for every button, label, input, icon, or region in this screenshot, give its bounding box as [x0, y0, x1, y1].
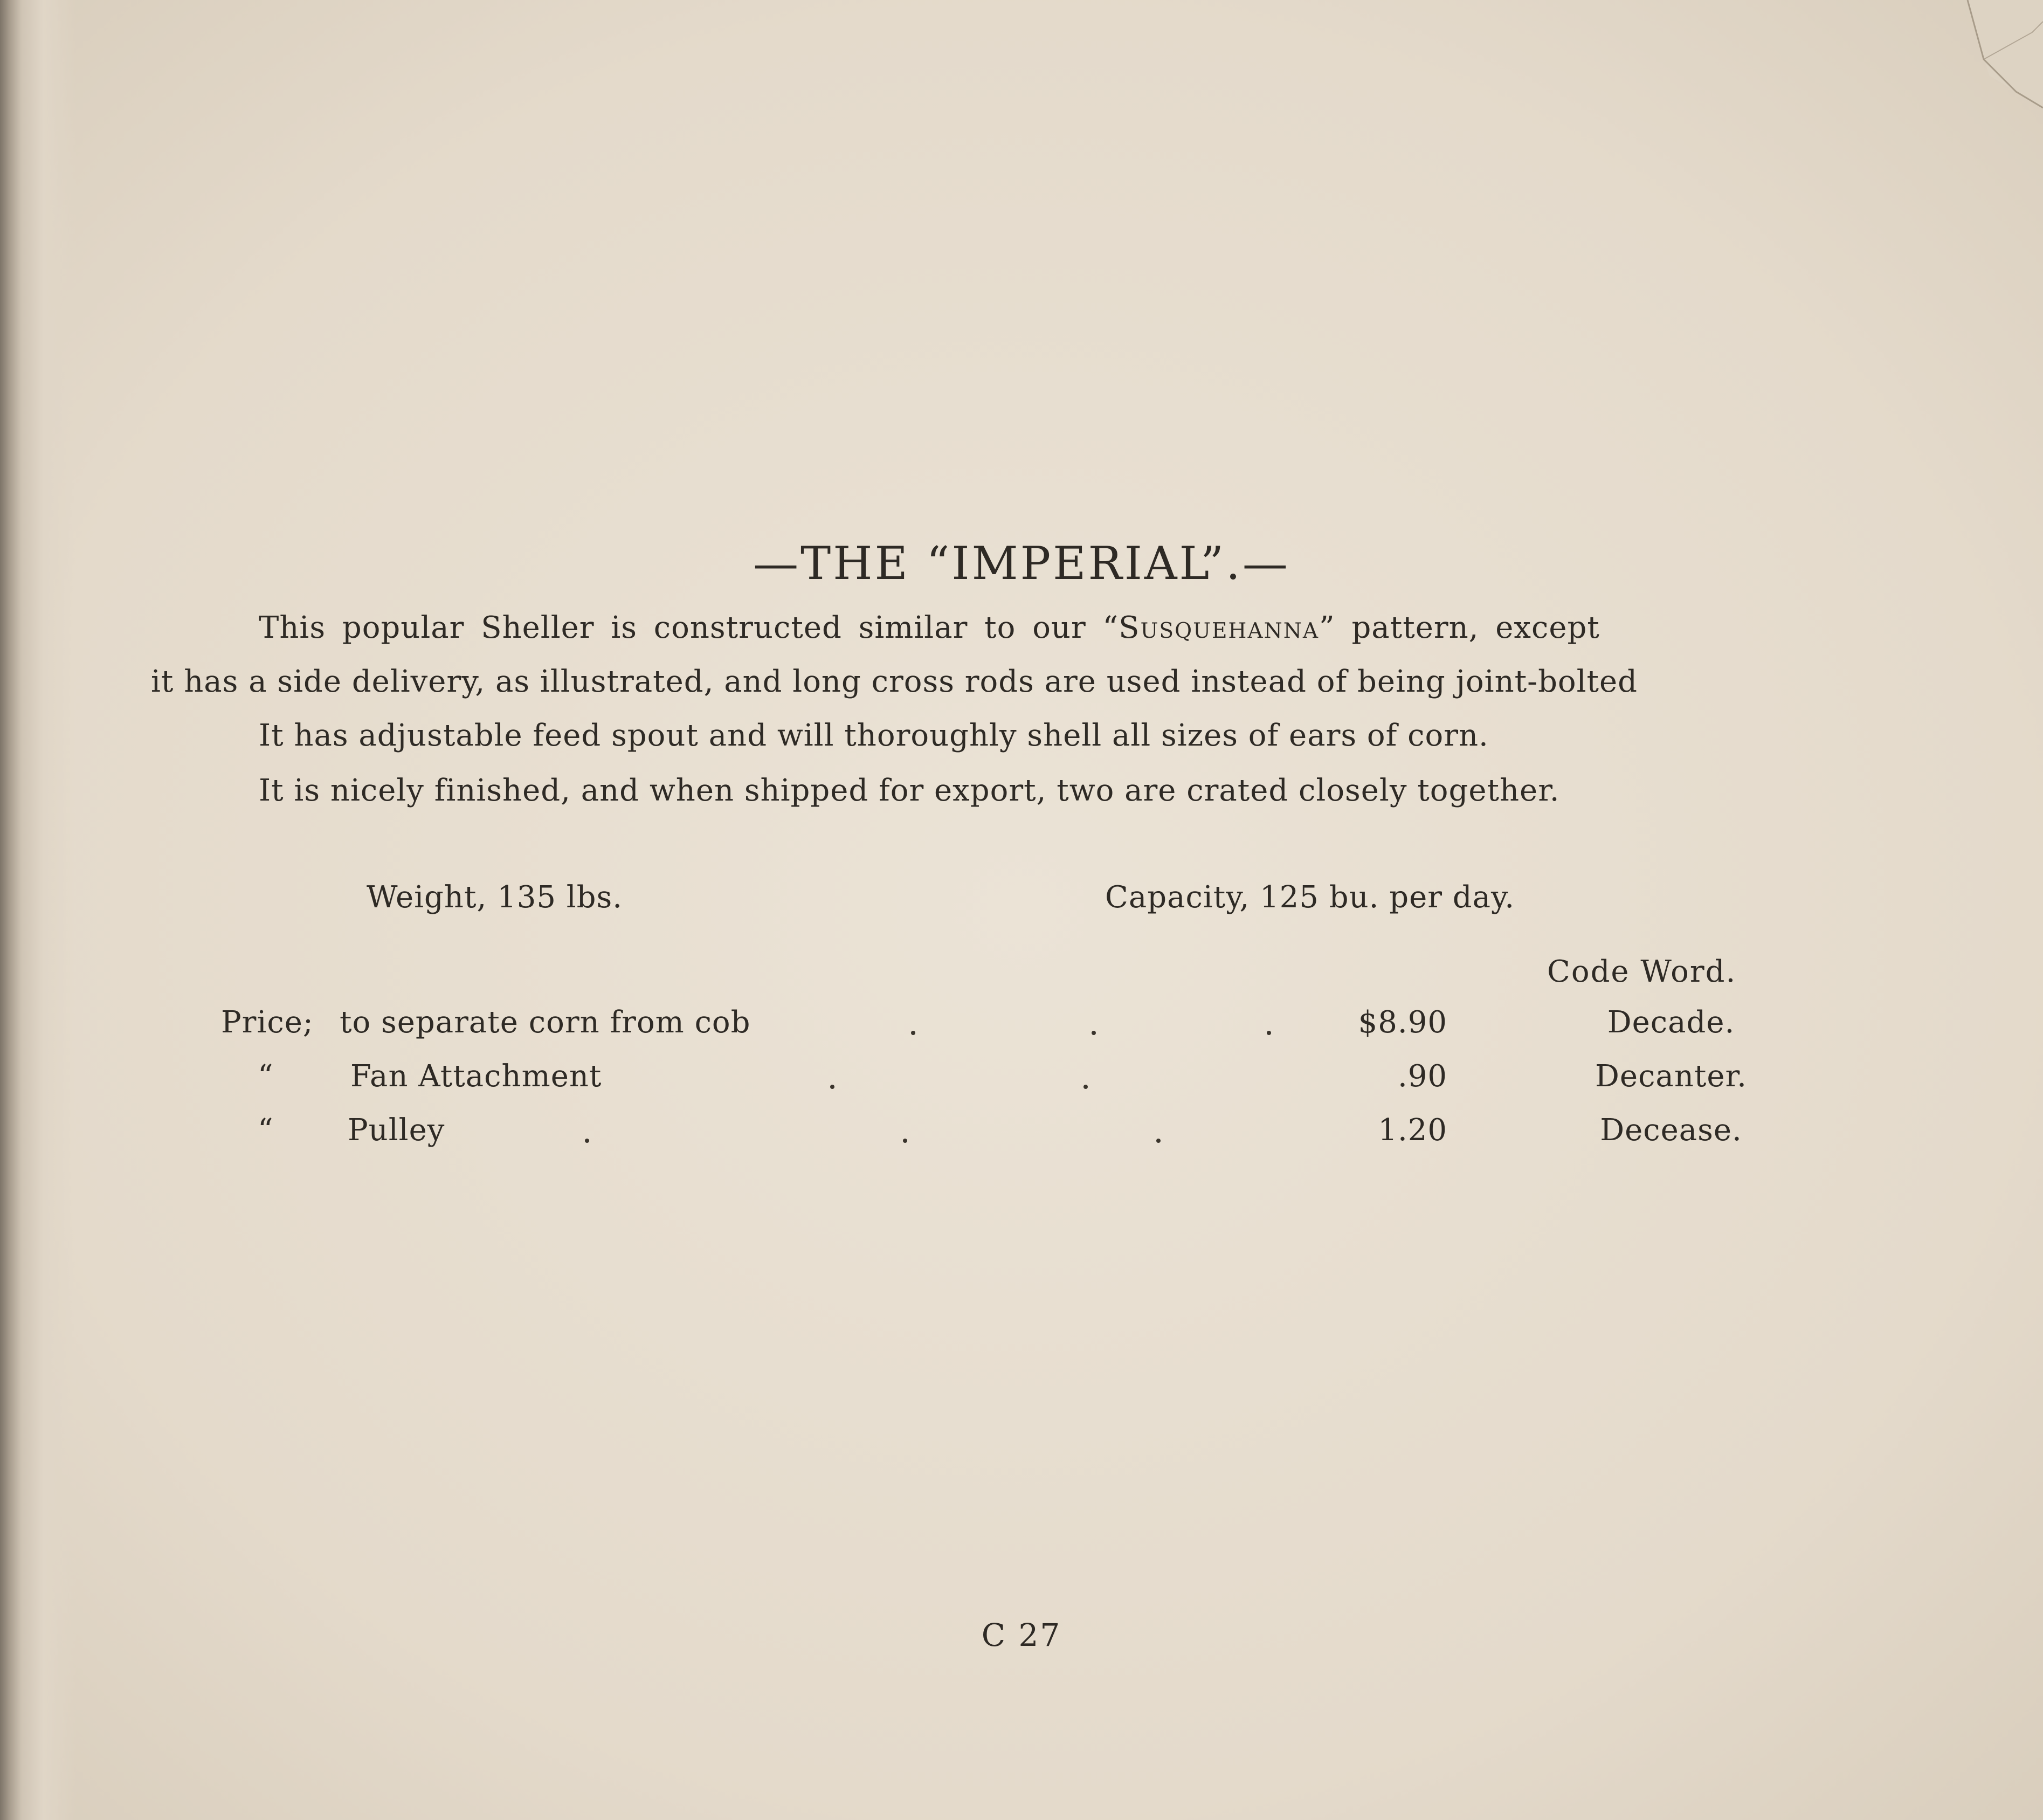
price-row-label: Fan Attachment — [350, 1059, 602, 1094]
price-row — [0, 1058, 2043, 1101]
ditto-mark: “ — [258, 1059, 274, 1094]
leader-dot — [830, 1085, 834, 1089]
page-title: —THE “IMPERIAL”.— — [753, 537, 1290, 590]
code-word-header: Code Word. — [1547, 954, 1737, 989]
price-row-lead: Price; — [221, 1005, 314, 1040]
ditto-mark: “ — [258, 1113, 274, 1148]
page-corner-fold — [1924, 0, 2043, 140]
leader-dot — [585, 1139, 589, 1143]
leader-dot — [1092, 1031, 1096, 1035]
code-word: Decade. — [1607, 1005, 1735, 1040]
leader-dot — [903, 1139, 907, 1143]
leader-dot — [911, 1031, 915, 1035]
price-value: $8.90 — [1358, 1005, 1447, 1040]
page-number: C 27 — [981, 1617, 1062, 1653]
price-row — [0, 1112, 2043, 1155]
description-line-3: It has adjustable feed spout and will thoroughly shell all sizes of ears of corn. — [259, 718, 1489, 753]
description-line-2: it has a side delivery, as illustrated, and long cross rods are used instead of being joint-bolted — [151, 664, 1638, 699]
description-line-4: It is nicely finished, and when shipped for export, two are crated closely together. — [259, 773, 1560, 808]
code-word: Decease. — [1600, 1113, 1742, 1148]
leader-dot — [1156, 1139, 1161, 1143]
weight-spec: Weight, 135 lbs. — [367, 880, 623, 915]
price-row-label: to separate corn from cob — [340, 1005, 751, 1040]
description-line-1: This popular Sheller is constructed similar to our “Susquehanna” pattern, except — [259, 610, 1600, 645]
price-row-label: Pulley — [348, 1113, 445, 1148]
leader-dot — [1083, 1085, 1088, 1089]
susquehanna-name: Susquehanna — [1119, 610, 1320, 645]
price-value: 1.20 — [1378, 1113, 1447, 1148]
capacity-spec: Capacity, 125 bu. per day. — [1105, 880, 1515, 915]
code-word: Decanter. — [1595, 1059, 1747, 1094]
price-value: .90 — [1397, 1059, 1447, 1094]
price-row — [0, 1004, 2043, 1047]
